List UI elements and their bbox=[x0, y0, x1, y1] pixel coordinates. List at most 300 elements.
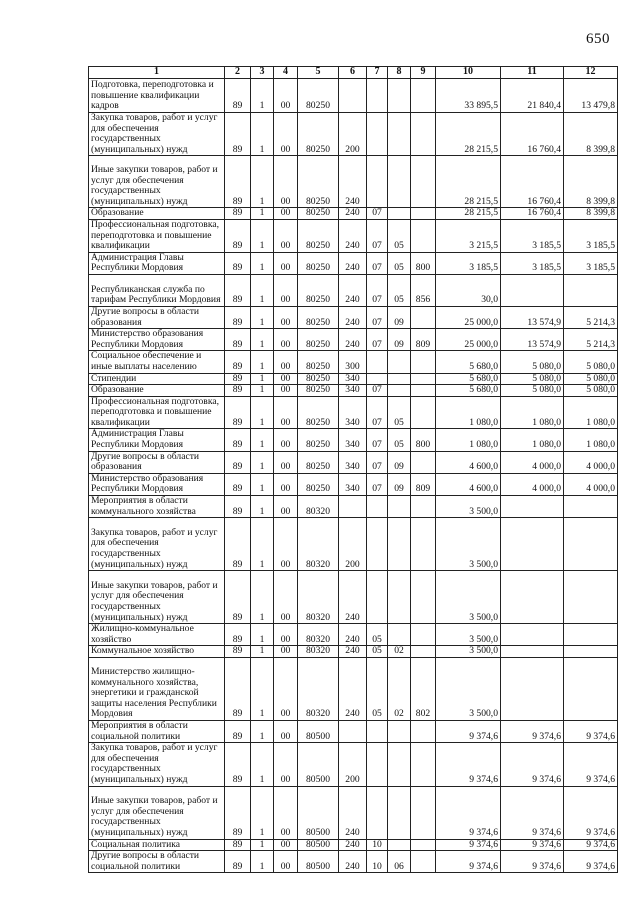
cell-col2: 89 bbox=[225, 451, 251, 473]
cell-col9 bbox=[411, 156, 436, 208]
row-name: Мероприятия в области социальной политики bbox=[89, 721, 225, 743]
table-row bbox=[89, 721, 618, 743]
cell-col4: 00 bbox=[274, 385, 298, 397]
cell-col2: 89 bbox=[225, 786, 251, 839]
cell-col2: 89 bbox=[225, 839, 251, 851]
cell-col4: 00 bbox=[274, 208, 298, 220]
cell-col6: 340 bbox=[339, 373, 367, 385]
cell-col9 bbox=[411, 219, 436, 252]
cell-col3: 1 bbox=[251, 219, 274, 252]
cell-col2: 89 bbox=[225, 373, 251, 385]
amount-col10: 5 680,0 bbox=[436, 351, 501, 373]
amount-col12 bbox=[564, 274, 618, 306]
row-name: Профессиональная подготовка, переподготовка и повышение квалификации bbox=[89, 396, 225, 429]
row-name: Подготовка, переподготовка и повышение квалификации кадров bbox=[89, 79, 225, 113]
cell-col9 bbox=[411, 306, 436, 328]
column-header-4: 4 bbox=[274, 67, 298, 79]
cell-col8 bbox=[388, 113, 411, 156]
cell-col6: 300 bbox=[339, 351, 367, 373]
cell-col9 bbox=[411, 624, 436, 646]
cell-col9 bbox=[411, 743, 436, 786]
amount-col11: 9 374,6 bbox=[501, 743, 564, 786]
column-header-6: 6 bbox=[339, 67, 367, 79]
table-row bbox=[89, 473, 618, 495]
cell-col6: 240 bbox=[339, 786, 367, 839]
row-name: Иные закупки товаров, работ и услуг для обеспечения государственных (муниципальных) нужд bbox=[89, 786, 225, 839]
table-body bbox=[89, 79, 618, 873]
cell-col5: 80320 bbox=[298, 658, 339, 721]
cell-col8 bbox=[388, 208, 411, 220]
cell-col7 bbox=[367, 743, 388, 786]
cell-col7: 05 bbox=[367, 658, 388, 721]
amount-col12: 5 214,3 bbox=[564, 329, 618, 351]
table-row bbox=[89, 373, 618, 385]
row-name: Министерство образования Республики Мордовия bbox=[89, 329, 225, 351]
cell-col3: 1 bbox=[251, 851, 274, 873]
column-header-2: 2 bbox=[225, 67, 251, 79]
column-header-1: 1 bbox=[89, 67, 225, 79]
amount-col10: 3 500,0 bbox=[436, 496, 501, 518]
cell-col3: 1 bbox=[251, 429, 274, 451]
cell-col6: 240 bbox=[339, 208, 367, 220]
cell-col3: 1 bbox=[251, 646, 274, 658]
amount-col11: 9 374,6 bbox=[501, 839, 564, 851]
amount-col10: 1 080,0 bbox=[436, 396, 501, 429]
cell-col2: 89 bbox=[225, 518, 251, 571]
cell-col7: 07 bbox=[367, 385, 388, 397]
column-header-11: 11 bbox=[501, 67, 564, 79]
row-name: Образование bbox=[89, 208, 225, 220]
cell-col4: 00 bbox=[274, 496, 298, 518]
row-name: Иные закупки товаров, работ и услуг для обеспечения государственных (муниципальных) нужд bbox=[89, 571, 225, 624]
cell-col8: 06 bbox=[388, 851, 411, 873]
amount-col11: 9 374,6 bbox=[501, 721, 564, 743]
table-row bbox=[89, 219, 618, 252]
cell-col2: 89 bbox=[225, 385, 251, 397]
amount-col11: 5 080,0 bbox=[501, 373, 564, 385]
cell-col5: 80250 bbox=[298, 113, 339, 156]
cell-col5: 80250 bbox=[298, 306, 339, 328]
cell-col7: 05 bbox=[367, 646, 388, 658]
cell-col7: 07 bbox=[367, 473, 388, 495]
amount-col10: 3 500,0 bbox=[436, 571, 501, 624]
cell-col8 bbox=[388, 743, 411, 786]
cell-col5: 80320 bbox=[298, 571, 339, 624]
cell-col6: 240 bbox=[339, 219, 367, 252]
row-name: Закупка товаров, работ и услуг для обеспечения государственных (муниципальных) нужд bbox=[89, 743, 225, 786]
cell-col9 bbox=[411, 646, 436, 658]
cell-col4: 00 bbox=[274, 658, 298, 721]
row-name: Администрация Главы Республики Мордовия bbox=[89, 429, 225, 451]
cell-col9 bbox=[411, 851, 436, 873]
cell-col6: 340 bbox=[339, 451, 367, 473]
cell-col2: 89 bbox=[225, 429, 251, 451]
table-row bbox=[89, 396, 618, 429]
row-name: Стипендии bbox=[89, 373, 225, 385]
cell-col2: 89 bbox=[225, 571, 251, 624]
amount-col11: 13 574,9 bbox=[501, 329, 564, 351]
table-row bbox=[89, 252, 618, 274]
cell-col3: 1 bbox=[251, 451, 274, 473]
cell-col2: 89 bbox=[225, 624, 251, 646]
amount-col11: 3 185,5 bbox=[501, 219, 564, 252]
cell-col4: 00 bbox=[274, 646, 298, 658]
column-header-3: 3 bbox=[251, 67, 274, 79]
cell-col6 bbox=[339, 721, 367, 743]
amount-col11 bbox=[501, 518, 564, 571]
cell-col3: 1 bbox=[251, 252, 274, 274]
table-row bbox=[89, 496, 618, 518]
cell-col4: 00 bbox=[274, 624, 298, 646]
cell-col6: 240 bbox=[339, 571, 367, 624]
row-name: Мероприятия в области коммунального хозяйства bbox=[89, 496, 225, 518]
cell-col5: 80500 bbox=[298, 851, 339, 873]
cell-col5: 80320 bbox=[298, 518, 339, 571]
cell-col6: 240 bbox=[339, 851, 367, 873]
amount-col10: 25 000,0 bbox=[436, 306, 501, 328]
cell-col6 bbox=[339, 496, 367, 518]
cell-col8 bbox=[388, 385, 411, 397]
amount-col11: 9 374,6 bbox=[501, 786, 564, 839]
cell-col6: 240 bbox=[339, 156, 367, 208]
cell-col9: 809 bbox=[411, 329, 436, 351]
cell-col8: 09 bbox=[388, 473, 411, 495]
cell-col3: 1 bbox=[251, 329, 274, 351]
cell-col8 bbox=[388, 721, 411, 743]
cell-col9 bbox=[411, 839, 436, 851]
row-name: Коммунальное хозяйство bbox=[89, 646, 225, 658]
row-name: Закупка товаров, работ и услуг для обеспечения государственных (муниципальных) нужд bbox=[89, 518, 225, 571]
cell-col2: 89 bbox=[225, 156, 251, 208]
table-row bbox=[89, 851, 618, 873]
cell-col8: 05 bbox=[388, 219, 411, 252]
cell-col5: 80250 bbox=[298, 351, 339, 373]
cell-col9 bbox=[411, 351, 436, 373]
cell-col7 bbox=[367, 518, 388, 571]
cell-col4: 00 bbox=[274, 473, 298, 495]
cell-col9 bbox=[411, 721, 436, 743]
cell-col8: 02 bbox=[388, 658, 411, 721]
amount-col11: 13 574,9 bbox=[501, 306, 564, 328]
cell-col8: 05 bbox=[388, 274, 411, 306]
cell-col6: 240 bbox=[339, 329, 367, 351]
cell-col8 bbox=[388, 518, 411, 571]
amount-col10: 3 215,5 bbox=[436, 219, 501, 252]
cell-col4: 00 bbox=[274, 396, 298, 429]
amount-col10: 25 000,0 bbox=[436, 329, 501, 351]
cell-col7: 07 bbox=[367, 329, 388, 351]
cell-col9 bbox=[411, 571, 436, 624]
cell-col7: 07 bbox=[367, 306, 388, 328]
cell-col6: 240 bbox=[339, 646, 367, 658]
amount-col10: 5 680,0 bbox=[436, 373, 501, 385]
cell-col8: 09 bbox=[388, 306, 411, 328]
cell-col9 bbox=[411, 373, 436, 385]
cell-col6: 240 bbox=[339, 624, 367, 646]
cell-col7 bbox=[367, 113, 388, 156]
table-row bbox=[89, 624, 618, 646]
amount-col11: 3 185,5 bbox=[501, 252, 564, 274]
amount-col12 bbox=[564, 518, 618, 571]
cell-col4: 00 bbox=[274, 252, 298, 274]
column-header-7: 7 bbox=[367, 67, 388, 79]
amount-col12: 5 080,0 bbox=[564, 385, 618, 397]
cell-col2: 89 bbox=[225, 646, 251, 658]
cell-col9 bbox=[411, 496, 436, 518]
cell-col6: 240 bbox=[339, 839, 367, 851]
cell-col2: 89 bbox=[225, 252, 251, 274]
amount-col10: 3 185,5 bbox=[436, 252, 501, 274]
cell-col9 bbox=[411, 385, 436, 397]
row-name: Профессиональная подготовка, переподготовка и повышение квалификации bbox=[89, 219, 225, 252]
column-header-9: 9 bbox=[411, 67, 436, 79]
cell-col3: 1 bbox=[251, 79, 274, 113]
cell-col5: 80500 bbox=[298, 721, 339, 743]
cell-col8 bbox=[388, 156, 411, 208]
cell-col4: 00 bbox=[274, 351, 298, 373]
cell-col7: 07 bbox=[367, 451, 388, 473]
table-row bbox=[89, 208, 618, 220]
cell-col2: 89 bbox=[225, 658, 251, 721]
row-name: Жилищно-коммунальное хозяйство bbox=[89, 624, 225, 646]
table-row bbox=[89, 156, 618, 208]
cell-col4: 00 bbox=[274, 79, 298, 113]
table-row bbox=[89, 79, 618, 113]
amount-col10: 3 500,0 bbox=[436, 518, 501, 571]
cell-col2: 89 bbox=[225, 721, 251, 743]
cell-col3: 1 bbox=[251, 208, 274, 220]
column-header-10: 10 bbox=[436, 67, 501, 79]
amount-col11: 21 840,4 bbox=[501, 79, 564, 113]
cell-col3: 1 bbox=[251, 743, 274, 786]
cell-col6: 340 bbox=[339, 396, 367, 429]
cell-col3: 1 bbox=[251, 624, 274, 646]
row-name: Другие вопросы в области образования bbox=[89, 306, 225, 328]
cell-col9 bbox=[411, 786, 436, 839]
row-name: Другие вопросы в области образования bbox=[89, 451, 225, 473]
cell-col7 bbox=[367, 721, 388, 743]
cell-col4: 00 bbox=[274, 743, 298, 786]
cell-col5: 80500 bbox=[298, 786, 339, 839]
cell-col6: 200 bbox=[339, 743, 367, 786]
cell-col7 bbox=[367, 786, 388, 839]
cell-col5: 80320 bbox=[298, 496, 339, 518]
amount-col12 bbox=[564, 496, 618, 518]
amount-col12: 13 479,8 bbox=[564, 79, 618, 113]
amount-col10: 1 080,0 bbox=[436, 429, 501, 451]
amount-col11 bbox=[501, 646, 564, 658]
cell-col7: 07 bbox=[367, 396, 388, 429]
amount-col11: 16 760,4 bbox=[501, 113, 564, 156]
amount-col12: 8 399,8 bbox=[564, 156, 618, 208]
cell-col8: 05 bbox=[388, 396, 411, 429]
cell-col7: 07 bbox=[367, 219, 388, 252]
cell-col5: 80250 bbox=[298, 373, 339, 385]
amount-col10: 3 500,0 bbox=[436, 646, 501, 658]
cell-col6: 340 bbox=[339, 385, 367, 397]
cell-col9 bbox=[411, 396, 436, 429]
budget-table bbox=[88, 66, 618, 873]
cell-col2: 89 bbox=[225, 396, 251, 429]
cell-col4: 00 bbox=[274, 786, 298, 839]
cell-col6: 240 bbox=[339, 306, 367, 328]
amount-col10: 33 895,5 bbox=[436, 79, 501, 113]
cell-col4: 00 bbox=[274, 851, 298, 873]
cell-col4: 00 bbox=[274, 451, 298, 473]
amount-col12: 8 399,8 bbox=[564, 208, 618, 220]
amount-col12: 9 374,6 bbox=[564, 851, 618, 873]
cell-col4: 00 bbox=[274, 274, 298, 306]
amount-col12: 9 374,6 bbox=[564, 743, 618, 786]
row-name: Другие вопросы в области социальной политики bbox=[89, 851, 225, 873]
cell-col5: 80500 bbox=[298, 839, 339, 851]
cell-col2: 89 bbox=[225, 113, 251, 156]
amount-col11: 1 080,0 bbox=[501, 396, 564, 429]
cell-col9 bbox=[411, 113, 436, 156]
cell-col2: 89 bbox=[225, 329, 251, 351]
cell-col4: 00 bbox=[274, 721, 298, 743]
amount-col10: 3 500,0 bbox=[436, 624, 501, 646]
cell-col3: 1 bbox=[251, 274, 274, 306]
cell-col8 bbox=[388, 839, 411, 851]
amount-col11: 5 080,0 bbox=[501, 351, 564, 373]
cell-col4: 00 bbox=[274, 571, 298, 624]
cell-col8 bbox=[388, 624, 411, 646]
row-name: Министерство образования Республики Мордовия bbox=[89, 473, 225, 495]
cell-col2: 89 bbox=[225, 351, 251, 373]
amount-col10: 30,0 bbox=[436, 274, 501, 306]
amount-col11: 9 374,6 bbox=[501, 851, 564, 873]
amount-col10: 28 215,5 bbox=[436, 156, 501, 208]
cell-col7: 07 bbox=[367, 429, 388, 451]
cell-col5: 80250 bbox=[298, 429, 339, 451]
amount-col11: 4 000,0 bbox=[501, 451, 564, 473]
cell-col6: 240 bbox=[339, 274, 367, 306]
cell-col8: 09 bbox=[388, 329, 411, 351]
cell-col7: 10 bbox=[367, 851, 388, 873]
cell-col8 bbox=[388, 79, 411, 113]
amount-col12: 3 185,5 bbox=[564, 219, 618, 252]
cell-col5: 80250 bbox=[298, 219, 339, 252]
amount-col10: 9 374,6 bbox=[436, 786, 501, 839]
amount-col12: 4 000,0 bbox=[564, 451, 618, 473]
cell-col6: 240 bbox=[339, 252, 367, 274]
table-header bbox=[89, 67, 618, 79]
cell-col7 bbox=[367, 496, 388, 518]
table-row bbox=[89, 839, 618, 851]
cell-col4: 00 bbox=[274, 373, 298, 385]
table-row bbox=[89, 385, 618, 397]
cell-col3: 1 bbox=[251, 571, 274, 624]
row-name: Социальное обеспечение и иные выплаты населению bbox=[89, 351, 225, 373]
cell-col3: 1 bbox=[251, 113, 274, 156]
cell-col9 bbox=[411, 518, 436, 571]
cell-col8 bbox=[388, 496, 411, 518]
amount-col12 bbox=[564, 571, 618, 624]
cell-col2: 89 bbox=[225, 306, 251, 328]
cell-col4: 00 bbox=[274, 219, 298, 252]
amount-col12: 5 214,3 bbox=[564, 306, 618, 328]
cell-col2: 89 bbox=[225, 79, 251, 113]
column-header-12: 12 bbox=[564, 67, 618, 79]
cell-col6: 200 bbox=[339, 113, 367, 156]
table-row bbox=[89, 743, 618, 786]
amount-col12: 5 080,0 bbox=[564, 351, 618, 373]
cell-col9 bbox=[411, 208, 436, 220]
column-header-5: 5 bbox=[298, 67, 339, 79]
cell-col4: 00 bbox=[274, 306, 298, 328]
amount-col12: 4 000,0 bbox=[564, 473, 618, 495]
cell-col3: 1 bbox=[251, 786, 274, 839]
amount-col12: 1 080,0 bbox=[564, 396, 618, 429]
amount-col11 bbox=[501, 571, 564, 624]
cell-col8: 02 bbox=[388, 646, 411, 658]
cell-col4: 00 bbox=[274, 429, 298, 451]
table-row bbox=[89, 306, 618, 328]
table-row bbox=[89, 329, 618, 351]
cell-col7 bbox=[367, 373, 388, 385]
cell-col5: 80250 bbox=[298, 396, 339, 429]
cell-col8 bbox=[388, 373, 411, 385]
amount-col10: 5 680,0 bbox=[436, 385, 501, 397]
cell-col7 bbox=[367, 351, 388, 373]
cell-col9 bbox=[411, 79, 436, 113]
row-name: Республиканская служба по тарифам Республики Мордовия bbox=[89, 274, 225, 306]
amount-col12: 5 080,0 bbox=[564, 373, 618, 385]
amount-col11 bbox=[501, 274, 564, 306]
page-number: 650 bbox=[586, 31, 610, 47]
cell-col5: 80250 bbox=[298, 274, 339, 306]
cell-col9: 809 bbox=[411, 473, 436, 495]
cell-col7: 05 bbox=[367, 624, 388, 646]
amount-col12: 9 374,6 bbox=[564, 786, 618, 839]
cell-col5: 80250 bbox=[298, 156, 339, 208]
cell-col6 bbox=[339, 79, 367, 113]
cell-col4: 00 bbox=[274, 839, 298, 851]
row-name: Социальная политика bbox=[89, 839, 225, 851]
amount-col10: 9 374,6 bbox=[436, 851, 501, 873]
cell-col4: 00 bbox=[274, 518, 298, 571]
amount-col12 bbox=[564, 646, 618, 658]
column-header-8: 8 bbox=[388, 67, 411, 79]
cell-col7: 07 bbox=[367, 252, 388, 274]
amount-col12: 9 374,6 bbox=[564, 721, 618, 743]
amount-col12 bbox=[564, 658, 618, 721]
cell-col2: 89 bbox=[225, 208, 251, 220]
cell-col8 bbox=[388, 571, 411, 624]
cell-col5: 80250 bbox=[298, 79, 339, 113]
amount-col12: 3 185,5 bbox=[564, 252, 618, 274]
cell-col3: 1 bbox=[251, 351, 274, 373]
amount-col12: 1 080,0 bbox=[564, 429, 618, 451]
table-row bbox=[89, 451, 618, 473]
cell-col5: 80250 bbox=[298, 208, 339, 220]
table-row bbox=[89, 518, 618, 571]
cell-col5: 80320 bbox=[298, 646, 339, 658]
cell-col2: 89 bbox=[225, 743, 251, 786]
header-row bbox=[89, 67, 618, 79]
cell-col3: 1 bbox=[251, 306, 274, 328]
amount-col11 bbox=[501, 658, 564, 721]
amount-col11: 4 000,0 bbox=[501, 473, 564, 495]
cell-col9: 856 bbox=[411, 274, 436, 306]
cell-col3: 1 bbox=[251, 721, 274, 743]
amount-col10: 9 374,6 bbox=[436, 839, 501, 851]
cell-col8 bbox=[388, 786, 411, 839]
cell-col4: 00 bbox=[274, 329, 298, 351]
cell-col3: 1 bbox=[251, 839, 274, 851]
cell-col5: 80250 bbox=[298, 252, 339, 274]
